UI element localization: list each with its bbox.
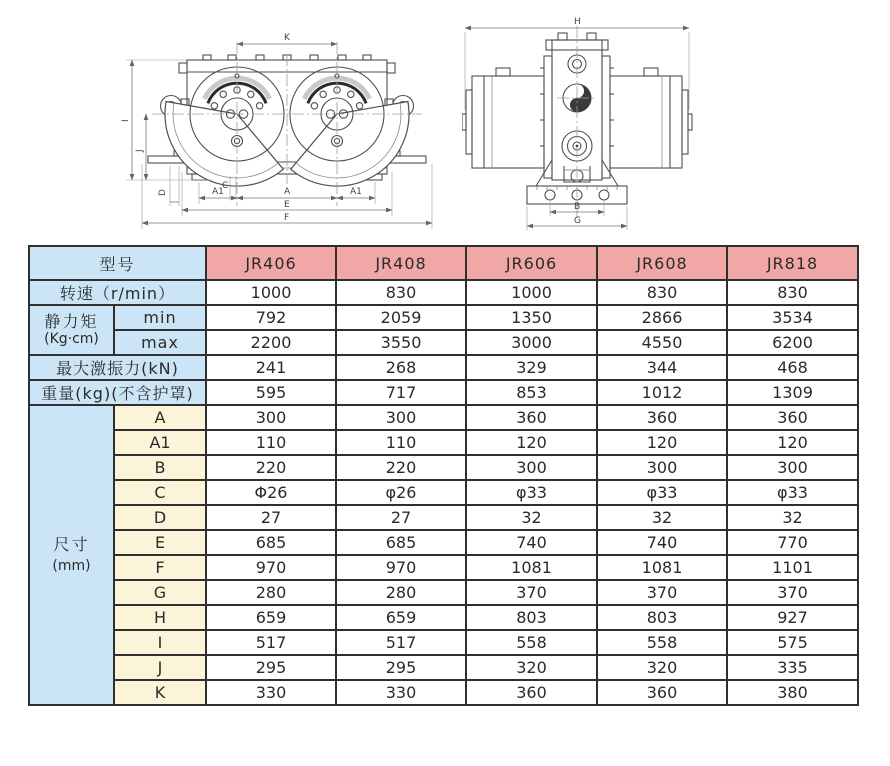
- dim-label-cell: K: [114, 680, 206, 705]
- value-cell: 295: [336, 655, 466, 680]
- dim-label-cell: D: [114, 505, 206, 530]
- value-cell: 330: [336, 680, 466, 705]
- value-cell: 659: [206, 605, 336, 630]
- value-cell: 300: [336, 405, 466, 430]
- front-view-diagram: [112, 14, 457, 238]
- table-row: [29, 455, 858, 480]
- torque-unit: (Kg·cm): [44, 331, 99, 348]
- spec-table: [28, 245, 859, 706]
- dim-label-cell: G: [114, 580, 206, 605]
- value-cell: 320: [466, 655, 597, 680]
- dim-label-cell: E: [114, 530, 206, 555]
- table-row: [29, 380, 858, 405]
- value-cell: 3000: [466, 330, 597, 355]
- value-cell: 300: [466, 455, 597, 480]
- value-cell: 360: [727, 405, 858, 430]
- value-cell: 1012: [597, 380, 727, 405]
- dim-label-cell: H: [114, 605, 206, 630]
- model-name-cell: JR818: [727, 246, 858, 280]
- row-label-cell: 重量(kg)(不含护罩): [29, 380, 206, 405]
- table-row: [29, 355, 858, 380]
- value-cell: 770: [727, 530, 858, 555]
- weight-cover-left: [462, 68, 544, 168]
- value-cell: 2866: [597, 305, 727, 330]
- dim-label-b: B: [574, 202, 581, 212]
- value-cell: 300: [727, 455, 858, 480]
- table-row: [29, 680, 858, 705]
- dim-label-cell: A1: [114, 430, 206, 455]
- value-cell: 685: [336, 530, 466, 555]
- value-cell: 344: [597, 355, 727, 380]
- table-row: [29, 505, 858, 530]
- value-cell: 32: [597, 505, 727, 530]
- model-name-cell: JR406: [206, 246, 336, 280]
- value-cell: 3534: [727, 305, 858, 330]
- row-label-cell: [29, 305, 114, 355]
- value-cell: 1350: [466, 305, 597, 330]
- value-cell: 517: [206, 630, 336, 655]
- torque-label: 静力矩: [44, 311, 99, 331]
- value-cell: 558: [466, 630, 597, 655]
- value-cell: 370: [597, 580, 727, 605]
- dim-label-a: A: [284, 187, 291, 197]
- value-cell: 1081: [597, 555, 727, 580]
- table-row: [29, 580, 858, 605]
- table-row: [29, 605, 858, 630]
- value-cell: 970: [206, 555, 336, 580]
- table-row: [29, 555, 858, 580]
- value-cell: Φ26: [206, 480, 336, 505]
- value-cell: 740: [466, 530, 597, 555]
- value-cell: 370: [727, 580, 858, 605]
- value-cell: 1081: [466, 555, 597, 580]
- value-cell: 659: [336, 605, 466, 630]
- value-cell: 329: [466, 355, 597, 380]
- value-cell: 220: [206, 455, 336, 480]
- model-name-cell: JR606: [466, 246, 597, 280]
- dim-label-d: D: [158, 189, 168, 196]
- table-row: [29, 280, 858, 305]
- table-row: [29, 430, 858, 455]
- value-cell: 360: [597, 405, 727, 430]
- value-cell: 370: [466, 580, 597, 605]
- sub-label-cell: max: [114, 330, 206, 355]
- row-label-cell: 最大激振力(kN): [29, 355, 206, 380]
- value-cell: 4550: [597, 330, 727, 355]
- value-cell: 32: [727, 505, 858, 530]
- dim-label-h: H: [574, 17, 581, 27]
- value-cell: 803: [466, 605, 597, 630]
- value-cell: 280: [336, 580, 466, 605]
- value-cell: 1101: [727, 555, 858, 580]
- value-cell: 380: [727, 680, 858, 705]
- value-cell: φ33: [727, 480, 858, 505]
- table-row: [29, 305, 858, 330]
- value-cell: 517: [336, 630, 466, 655]
- dims-label: 尺寸: [53, 535, 90, 555]
- sub-label-cell: min: [114, 305, 206, 330]
- table-header-row: [29, 246, 858, 280]
- value-cell: 335: [727, 655, 858, 680]
- value-cell: φ33: [597, 480, 727, 505]
- value-cell: 6200: [727, 330, 858, 355]
- dim-label-g: G: [574, 216, 581, 226]
- value-cell: 27: [206, 505, 336, 530]
- value-cell: 558: [597, 630, 727, 655]
- dim-label-f: F: [284, 213, 290, 223]
- value-cell: 360: [466, 405, 597, 430]
- value-cell: 120: [727, 430, 858, 455]
- model-header-cell: 型号: [29, 246, 206, 280]
- value-cell: 685: [206, 530, 336, 555]
- value-cell: 360: [466, 680, 597, 705]
- dim-label-cell: I: [114, 630, 206, 655]
- dim-label-cell: C: [114, 480, 206, 505]
- value-cell: 575: [727, 630, 858, 655]
- dim-label-i: I: [121, 119, 131, 122]
- value-cell: 2059: [336, 305, 466, 330]
- value-cell: 32: [466, 505, 597, 530]
- dim-label-cell: B: [114, 455, 206, 480]
- side-view-diagram: [462, 10, 714, 238]
- model-name-cell: JR408: [336, 246, 466, 280]
- table-row: [29, 405, 858, 430]
- value-cell: 300: [206, 405, 336, 430]
- value-cell: 27: [336, 505, 466, 530]
- table-row: [29, 655, 858, 680]
- dim-label-k: K: [284, 33, 290, 43]
- value-cell: 853: [466, 380, 597, 405]
- value-cell: 830: [597, 280, 727, 305]
- value-cell: 295: [206, 655, 336, 680]
- value-cell: 792: [206, 305, 336, 330]
- dim-label-cell: A: [114, 405, 206, 430]
- table-row: [29, 480, 858, 505]
- value-cell: 110: [336, 430, 466, 455]
- value-cell: 300: [597, 455, 727, 480]
- value-cell: 241: [206, 355, 336, 380]
- centerlines: [557, 26, 597, 218]
- value-cell: 320: [597, 655, 727, 680]
- value-cell: 360: [597, 680, 727, 705]
- value-cell: 830: [727, 280, 858, 305]
- dim-label-cell: F: [114, 555, 206, 580]
- row-label-cell: [29, 405, 114, 705]
- model-name-cell: JR608: [597, 246, 727, 280]
- value-cell: 120: [597, 430, 727, 455]
- value-cell: 120: [466, 430, 597, 455]
- value-cell: 2200: [206, 330, 336, 355]
- value-cell: 970: [336, 555, 466, 580]
- dim-label-cell: J: [114, 655, 206, 680]
- value-cell: 110: [206, 430, 336, 455]
- table-row: [29, 530, 858, 555]
- dim-label-j: J: [135, 149, 145, 152]
- value-cell: φ26: [336, 480, 466, 505]
- value-cell: 927: [727, 605, 858, 630]
- table-row: [29, 330, 858, 355]
- value-cell: 268: [336, 355, 466, 380]
- value-cell: 830: [336, 280, 466, 305]
- value-cell: 740: [597, 530, 727, 555]
- dims-unit: (mm): [52, 557, 91, 574]
- dim-label-c: C: [222, 181, 229, 191]
- value-cell: 1309: [727, 380, 858, 405]
- value-cell: 803: [597, 605, 727, 630]
- value-cell: 280: [206, 580, 336, 605]
- dim-label-a1-left: A1: [212, 187, 224, 197]
- dim-label-a1-right: A1: [350, 187, 362, 197]
- value-cell: 595: [206, 380, 336, 405]
- table-row: [29, 630, 858, 655]
- row-label-cell: 转速（r/min）: [29, 280, 206, 305]
- value-cell: 468: [727, 355, 858, 380]
- value-cell: 3550: [336, 330, 466, 355]
- value-cell: 330: [206, 680, 336, 705]
- weight-cover-right: [610, 68, 692, 168]
- value-cell: 1000: [206, 280, 336, 305]
- value-cell: 717: [336, 380, 466, 405]
- value-cell: φ33: [466, 480, 597, 505]
- dim-label-e: E: [284, 200, 290, 210]
- value-cell: 220: [336, 455, 466, 480]
- value-cell: 1000: [466, 280, 597, 305]
